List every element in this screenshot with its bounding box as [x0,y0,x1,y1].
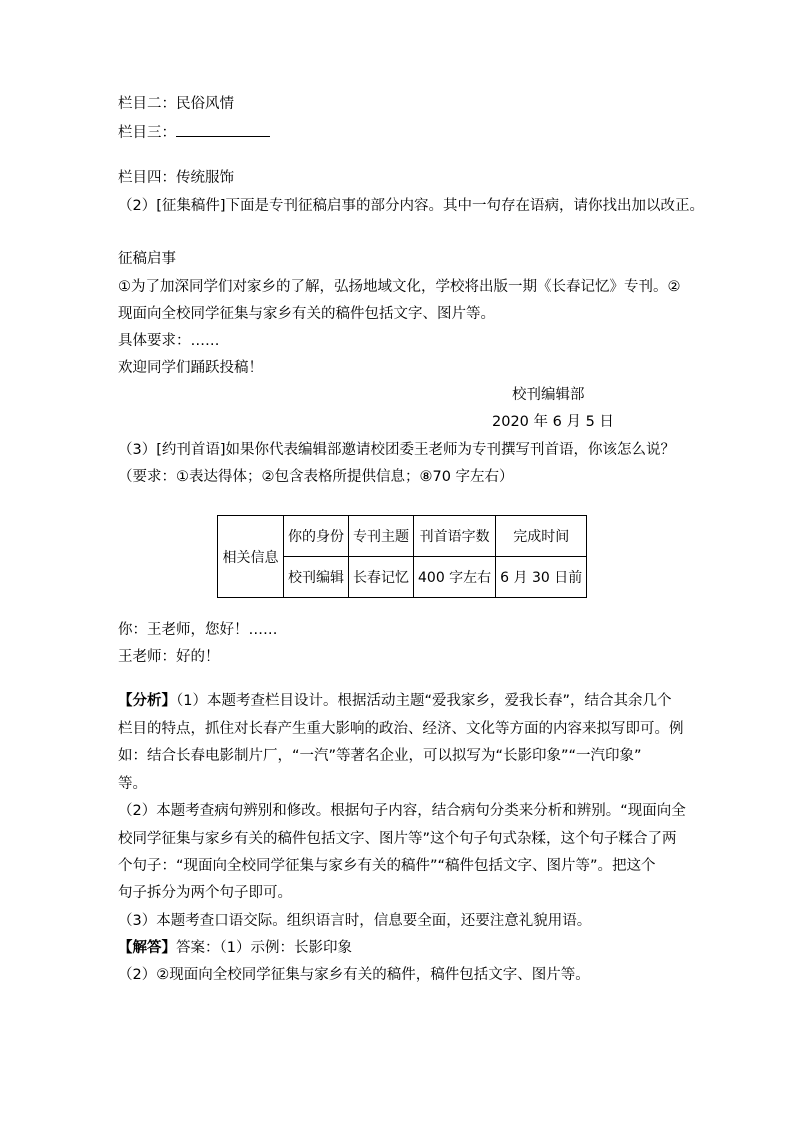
notice-requirements: 具体要求：…… [118,333,220,349]
table-header-cell: 专刊主题 [349,516,414,557]
table-header-cell: 刊首语字数 [414,516,496,557]
analysis-line-3: 如：结合长春电影制片厂，“一汽”等著名企业，可以拟写为“长影印象”“一汽印象” [118,748,642,764]
column-four-line: 栏目四：传统服饰 [118,170,234,186]
analysis-line-8: 句子拆分为两个句子即可。 [118,885,292,901]
answer-line-2: （2）②现面向全校同学征集与家乡有关的稿件，稿件包括文字、图片等。 [118,967,590,983]
analysis-line-1 [118,691,672,711]
notice-sentence-2: 现面向全校同学征集与家乡有关的稿件包括文字、图片等。 [118,306,495,322]
analysis-line-4: 等。 [118,776,147,792]
table-header-cell: 你的身份 [284,516,349,557]
question-2: （2）[征集稿件]下面是专刊征稿启事的部分内容。其中一句存在语病，请你找出加以改正。 [118,198,705,214]
notice-title: 征稿启事 [118,251,176,267]
column-three-line [118,121,270,143]
analysis-line-2: 栏目的特点，抓住对长春产生重大影响的政治、经济、文化等方面的内容来拟写即可。例 [118,721,684,737]
info-table [217,515,587,598]
answer-blank [176,121,270,137]
table-cell: 400 字左右 [414,557,496,598]
table-cell: 长春记忆 [349,557,414,598]
notice-signature: 校刊编辑部 [512,387,585,403]
table-row [218,516,587,557]
notice-sentence-1: ①为了加深同学们对家乡的了解，弘扬地域文化，学校将出版一期《长春记忆》专刊。② [118,279,681,295]
answer-label: 【解答】 [118,940,176,956]
question-3: （3）[约刊首语]如果你代表编辑部邀请校团委王老师为专刊撰写刊首语，你该怎么说？ [118,442,676,458]
question-3-requirements: （要求：①表达得体；②包含表格所提供信息；⑧70 字左右） [118,469,514,485]
answer-text: 答案：（1）示例：长影印象 [176,940,352,956]
table-row-header: 相关信息 [218,516,284,598]
notice-welcome: 欢迎同学们踊跃投稿！ [118,360,263,376]
analysis-line-7: 个句子：“现面向全校同学征集与家乡有关的稿件”“稿件包括文字、图片等”。把这个 [118,858,656,874]
column-three-label: 栏目三： [118,125,176,141]
table-cell: 6 月 30 日前 [496,557,587,598]
notice-date: 2020 年 6 月 5 日 [492,414,614,430]
analysis-text: （1）本题考查栏目设计。根据活动主题“爱我家乡，爱我长春”，结合其余几个 [176,693,672,709]
dialogue-teacher: 王老师：好的！ [118,649,220,665]
column-two-line: 栏目二：民俗风情 [118,96,234,112]
table-header-cell: 完成时间 [496,516,587,557]
analysis-line-6: 校同学征集与家乡有关的稿件包括文字、图片等”这个句子句式杂糅，这个句子糅合了两 [118,831,677,847]
dialogue-you: 你：王老师，您好！…… [118,622,278,638]
answer-line-1 [118,938,352,958]
analysis-line-9: （3）本题考查口语交际。组织语言时，信息要全面，还要注意礼貌用语。 [118,913,592,929]
analysis-line-5: （2）本题考查病句辨别和修改。根据句子内容，结合病句分类来分析和辨别。“现面向全 [118,803,686,819]
analysis-label: 【分析】 [118,693,176,709]
table-cell: 校刊编辑 [284,557,349,598]
